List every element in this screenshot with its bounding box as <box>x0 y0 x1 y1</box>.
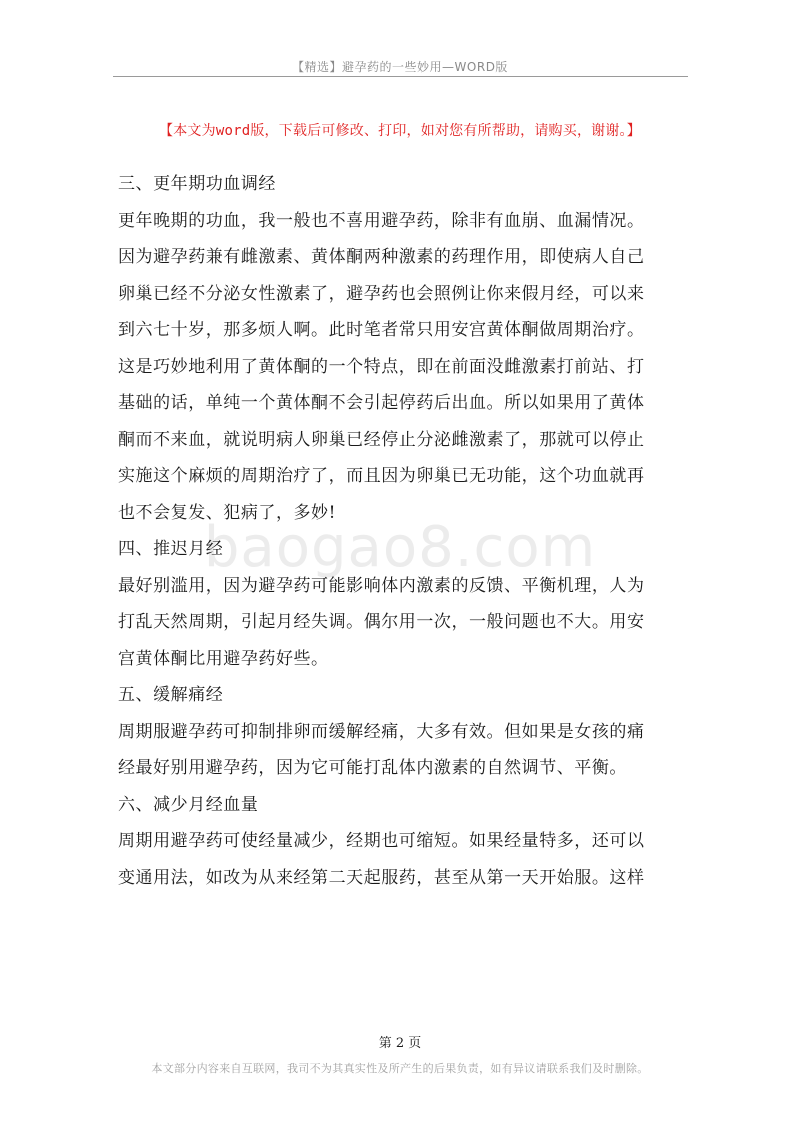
header-divider <box>113 76 688 77</box>
paragraph-line: 也不会复发、犯病了，多妙! <box>118 502 336 523</box>
paragraph-line: 基础的话，单纯一个黄体酮不会引起停药后出血。所以如果用了黄体 <box>118 393 645 413</box>
paragraph-line: 卵巢已经不分泌女性激素了，避孕药也会照例让你来假月经，可以来 <box>118 283 645 304</box>
paragraph-line: 经最好别用避孕药，因为它可能打乱体内激素的自然调节、平衡。 <box>118 758 627 778</box>
page-header: 【精选】避孕药的一些妙用—WORD版 <box>292 60 508 74</box>
paragraph-line: 到六七十岁，那多烦人啊。此时笔者常只用安宫黄体酮做周期治疗。 <box>118 320 645 340</box>
section-heading-5: 五、缓解痛经 <box>118 685 224 705</box>
section-heading-4: 四、推迟月经 <box>118 539 224 559</box>
paragraph-line: 打乱天然周期，引起月经失调。偶尔用一次，一般问题也不大。用安 <box>118 612 645 632</box>
paragraph-line: 最好别滥用，因为避孕药可能影响体内激素的反馈、平衡机理，人为 <box>118 575 645 596</box>
watermark: baogao8.com <box>203 515 597 580</box>
paragraph-line: 这是巧妙地利用了黄体酮的一个特点，即在前面没雌激素打前站、打 <box>118 356 645 377</box>
paragraph-line: 变通用法，如改为从来经第二天起服药，甚至从第一天开始服。这样 <box>118 867 645 888</box>
paragraph-line: 更年晚期的功血，我一般也不喜用避孕药，除非有血崩、血漏情况。 <box>118 210 645 231</box>
paragraph-line: 周期用避孕药可使经量减少，经期也可缩短。如果经量特多，还可以 <box>118 831 645 851</box>
disclaimer-footer: 本文部分内容来自互联网，我司不为其真实性及所产生的后果负责，如有异议请联系我们及时删除。 <box>151 1062 649 1075</box>
paragraph-line: 因为避孕药兼有雌激素、黄体酮两种激素的药理作用，即使病人自己 <box>118 247 645 267</box>
paragraph-line: 酮而不来血，就说明病人卵巢已经停止分泌雌激素了，那就可以停止 <box>118 429 645 450</box>
section-heading-6: 六、减少月经血量 <box>118 794 259 815</box>
paragraph-line: 宫黄体酮比用避孕药好些。 <box>118 648 329 669</box>
document-body <box>118 166 690 896</box>
page-number: 第 2 页 <box>378 1036 422 1051</box>
section-heading-3: 三、更年期功血调经 <box>118 174 276 194</box>
download-notice: 【本文为word版，下载后可修改、打印，如对您有所帮助，请购买，谢谢。】 <box>159 123 641 139</box>
paragraph-line: 实施这个麻烦的周期治疗了，而且因为卵巢已无功能，这个功血就再 <box>118 466 645 486</box>
paragraph-line: 周期服避孕药可抑制排卵而缓解经痛，大多有效。但如果是女孩的痛 <box>118 721 645 742</box>
